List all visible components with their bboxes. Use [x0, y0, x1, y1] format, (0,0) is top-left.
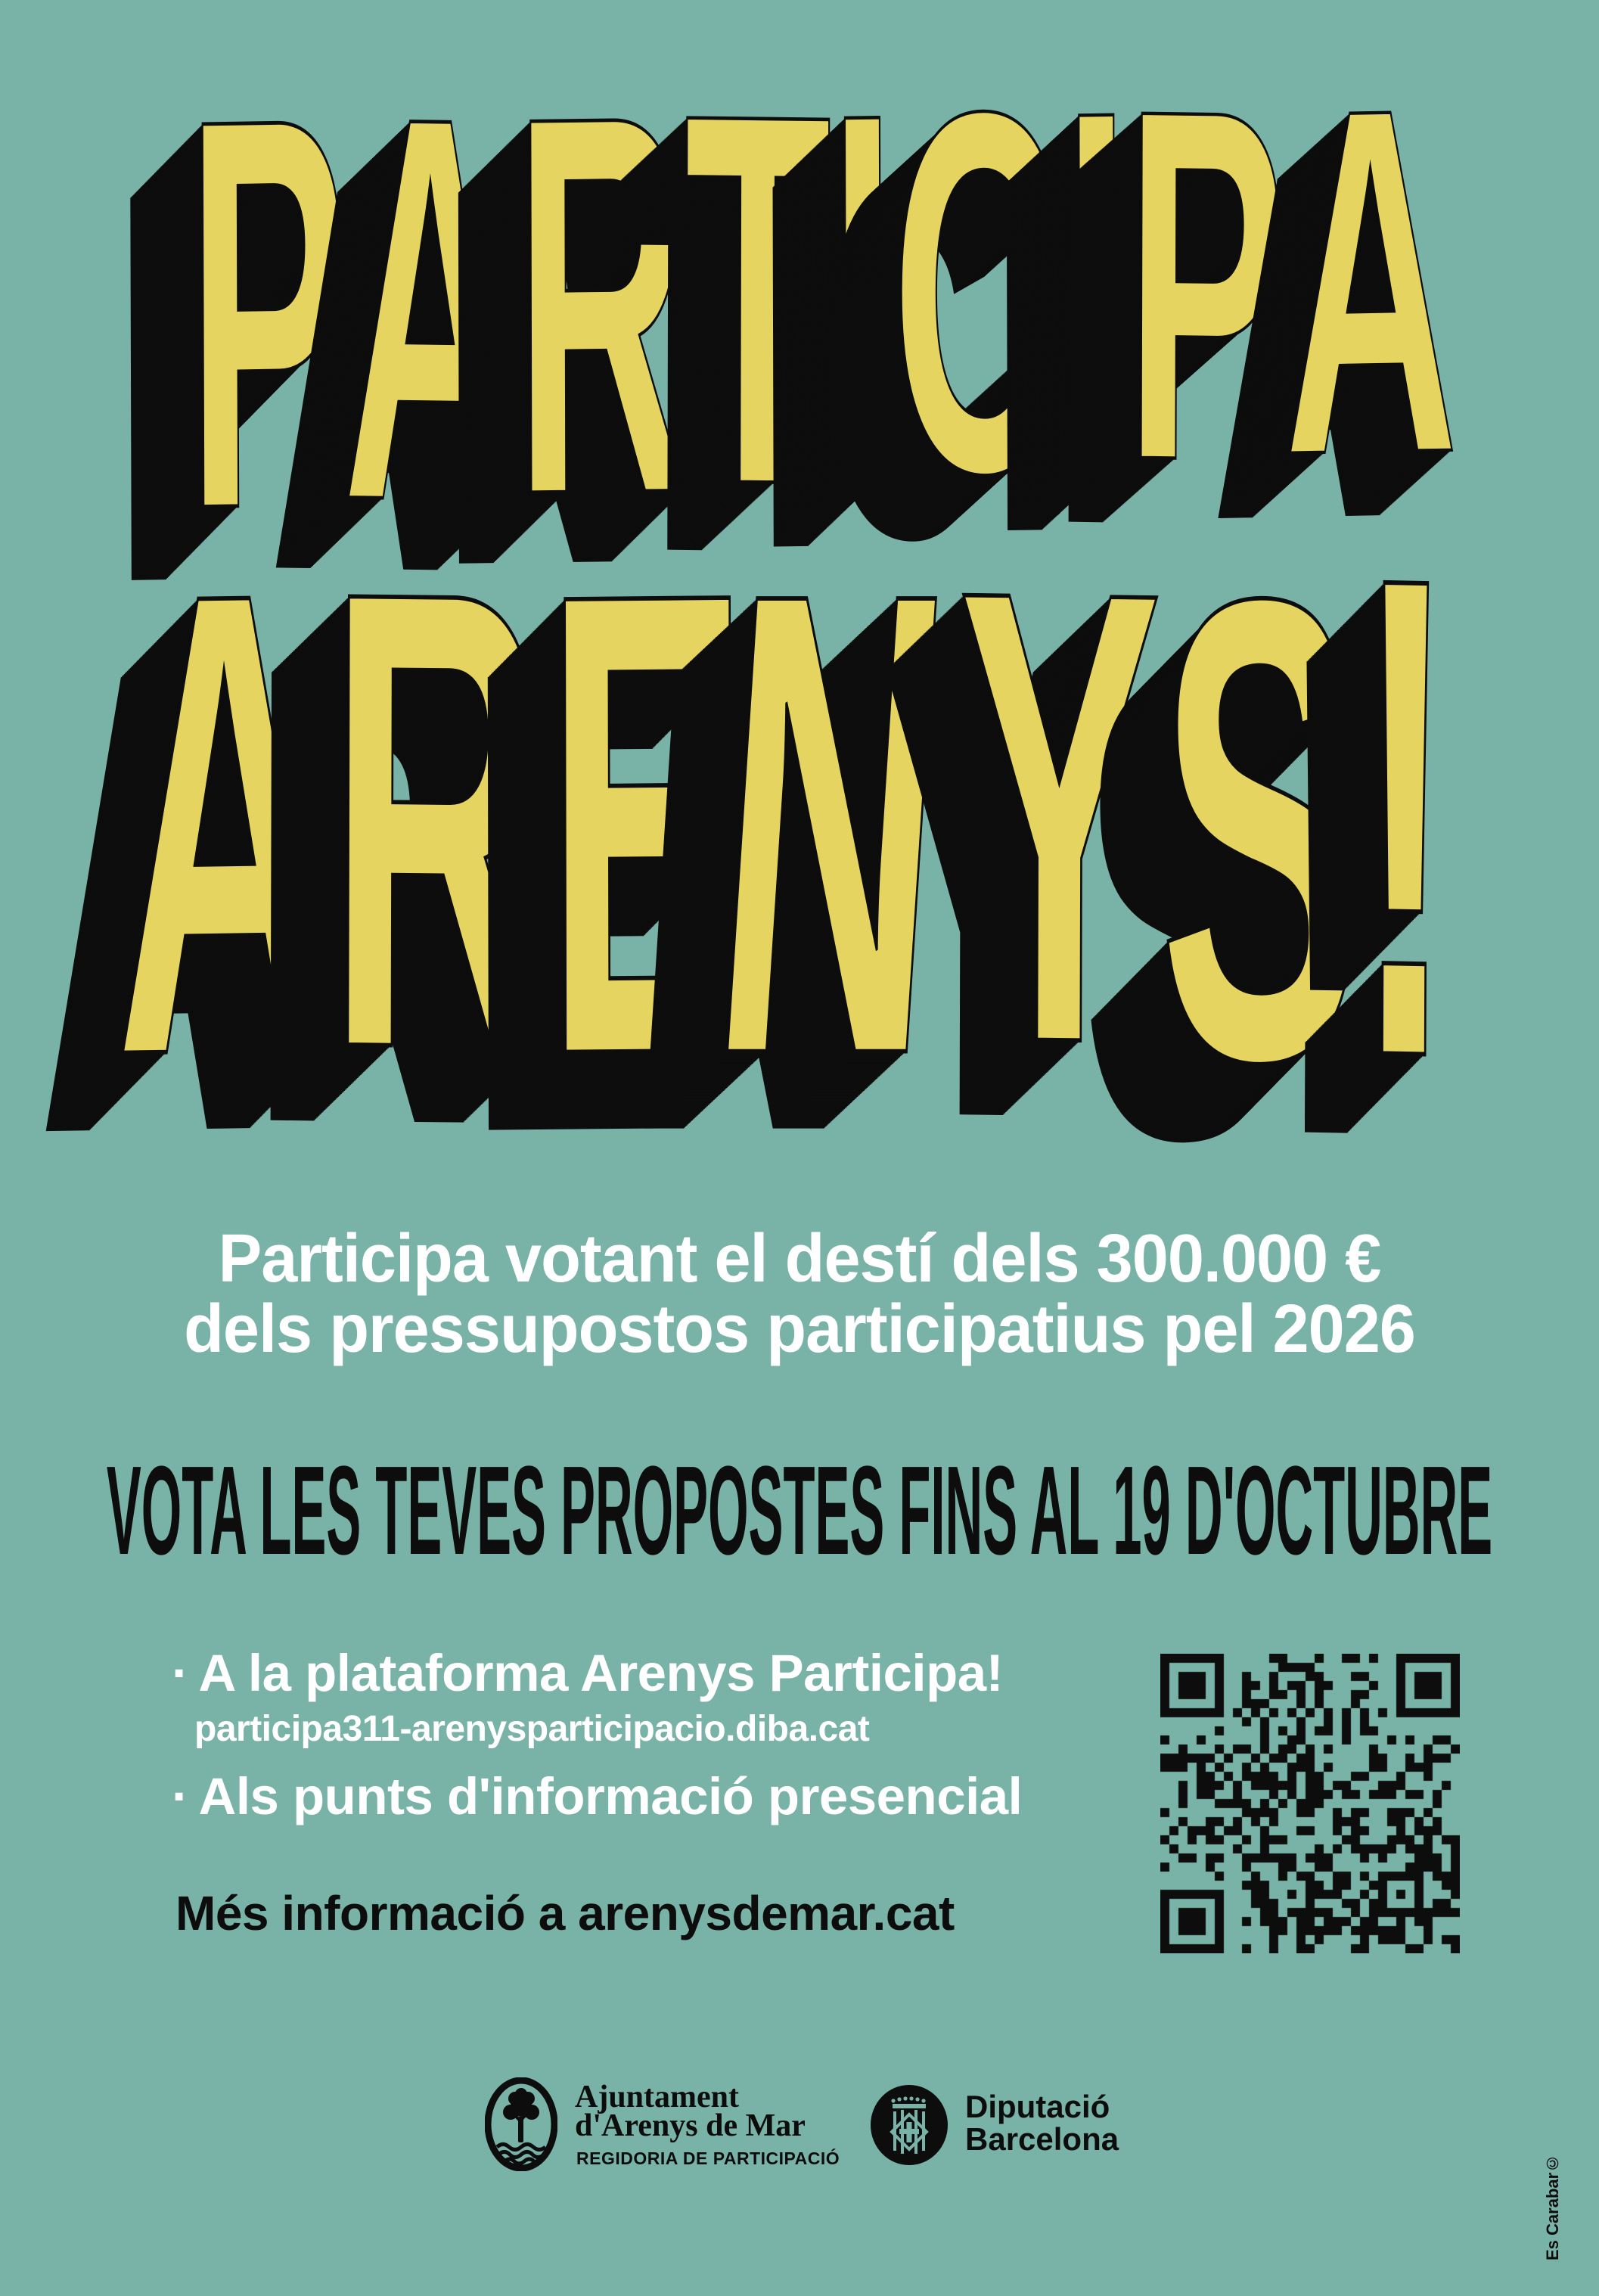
diputacio-name-line-2: Barcelona	[965, 2121, 1119, 2157]
platform-url: participa311-arenysparticipacio.diba.cat	[194, 1709, 870, 1749]
diputacio-emblem-icon	[870, 2084, 949, 2166]
subtitle-line-1: Participa votant el destí dels 300.000 €	[218, 1221, 1381, 1297]
design-credit: Es Carabar©	[1543, 2153, 1562, 2260]
bullet-dot-icon: ·	[172, 1644, 189, 1702]
bullet-platform-label: A la plataforma Arenys Participa!	[198, 1644, 1004, 1702]
title-line-1: PARTICIPA	[185, 0, 1455, 626]
bullet-platform	[172, 1643, 1003, 1703]
diputacio-name	[965, 2090, 1119, 2155]
ajuntament-name	[575, 2080, 806, 2143]
title-line-2: ARENYS!	[113, 432, 1454, 1201]
ajuntament-emblem-icon	[485, 2077, 557, 2171]
subtitle-line-2: dels pressupostos participatius pel 2026	[184, 1291, 1415, 1367]
deadline-headline: VOTA LES TEVES PROPOSTES FINS AL 19 D'OCTUBRE	[106, 1440, 1493, 1581]
bullet-info-points	[172, 1766, 1022, 1826]
more-info-text: Més informació a arenysdemar.cat	[175, 1886, 955, 1940]
ajuntament-department: REGIDORIA DE PARTICIPACIÓ	[576, 2148, 840, 2168]
ajuntament-name-line-2: d'Arenys de Mar	[575, 2108, 806, 2143]
bullet-dot-icon: ·	[172, 1767, 189, 1825]
diputacio-name-line-1: Diputació	[965, 2089, 1110, 2124]
bullet-info-points-label: Als punts d'informació presencial	[198, 1767, 1023, 1825]
subtitle	[32, 1221, 1566, 1367]
ajuntament-name-line-1: Ajuntament	[575, 2080, 739, 2114]
qr-code	[1160, 1654, 1460, 1953]
